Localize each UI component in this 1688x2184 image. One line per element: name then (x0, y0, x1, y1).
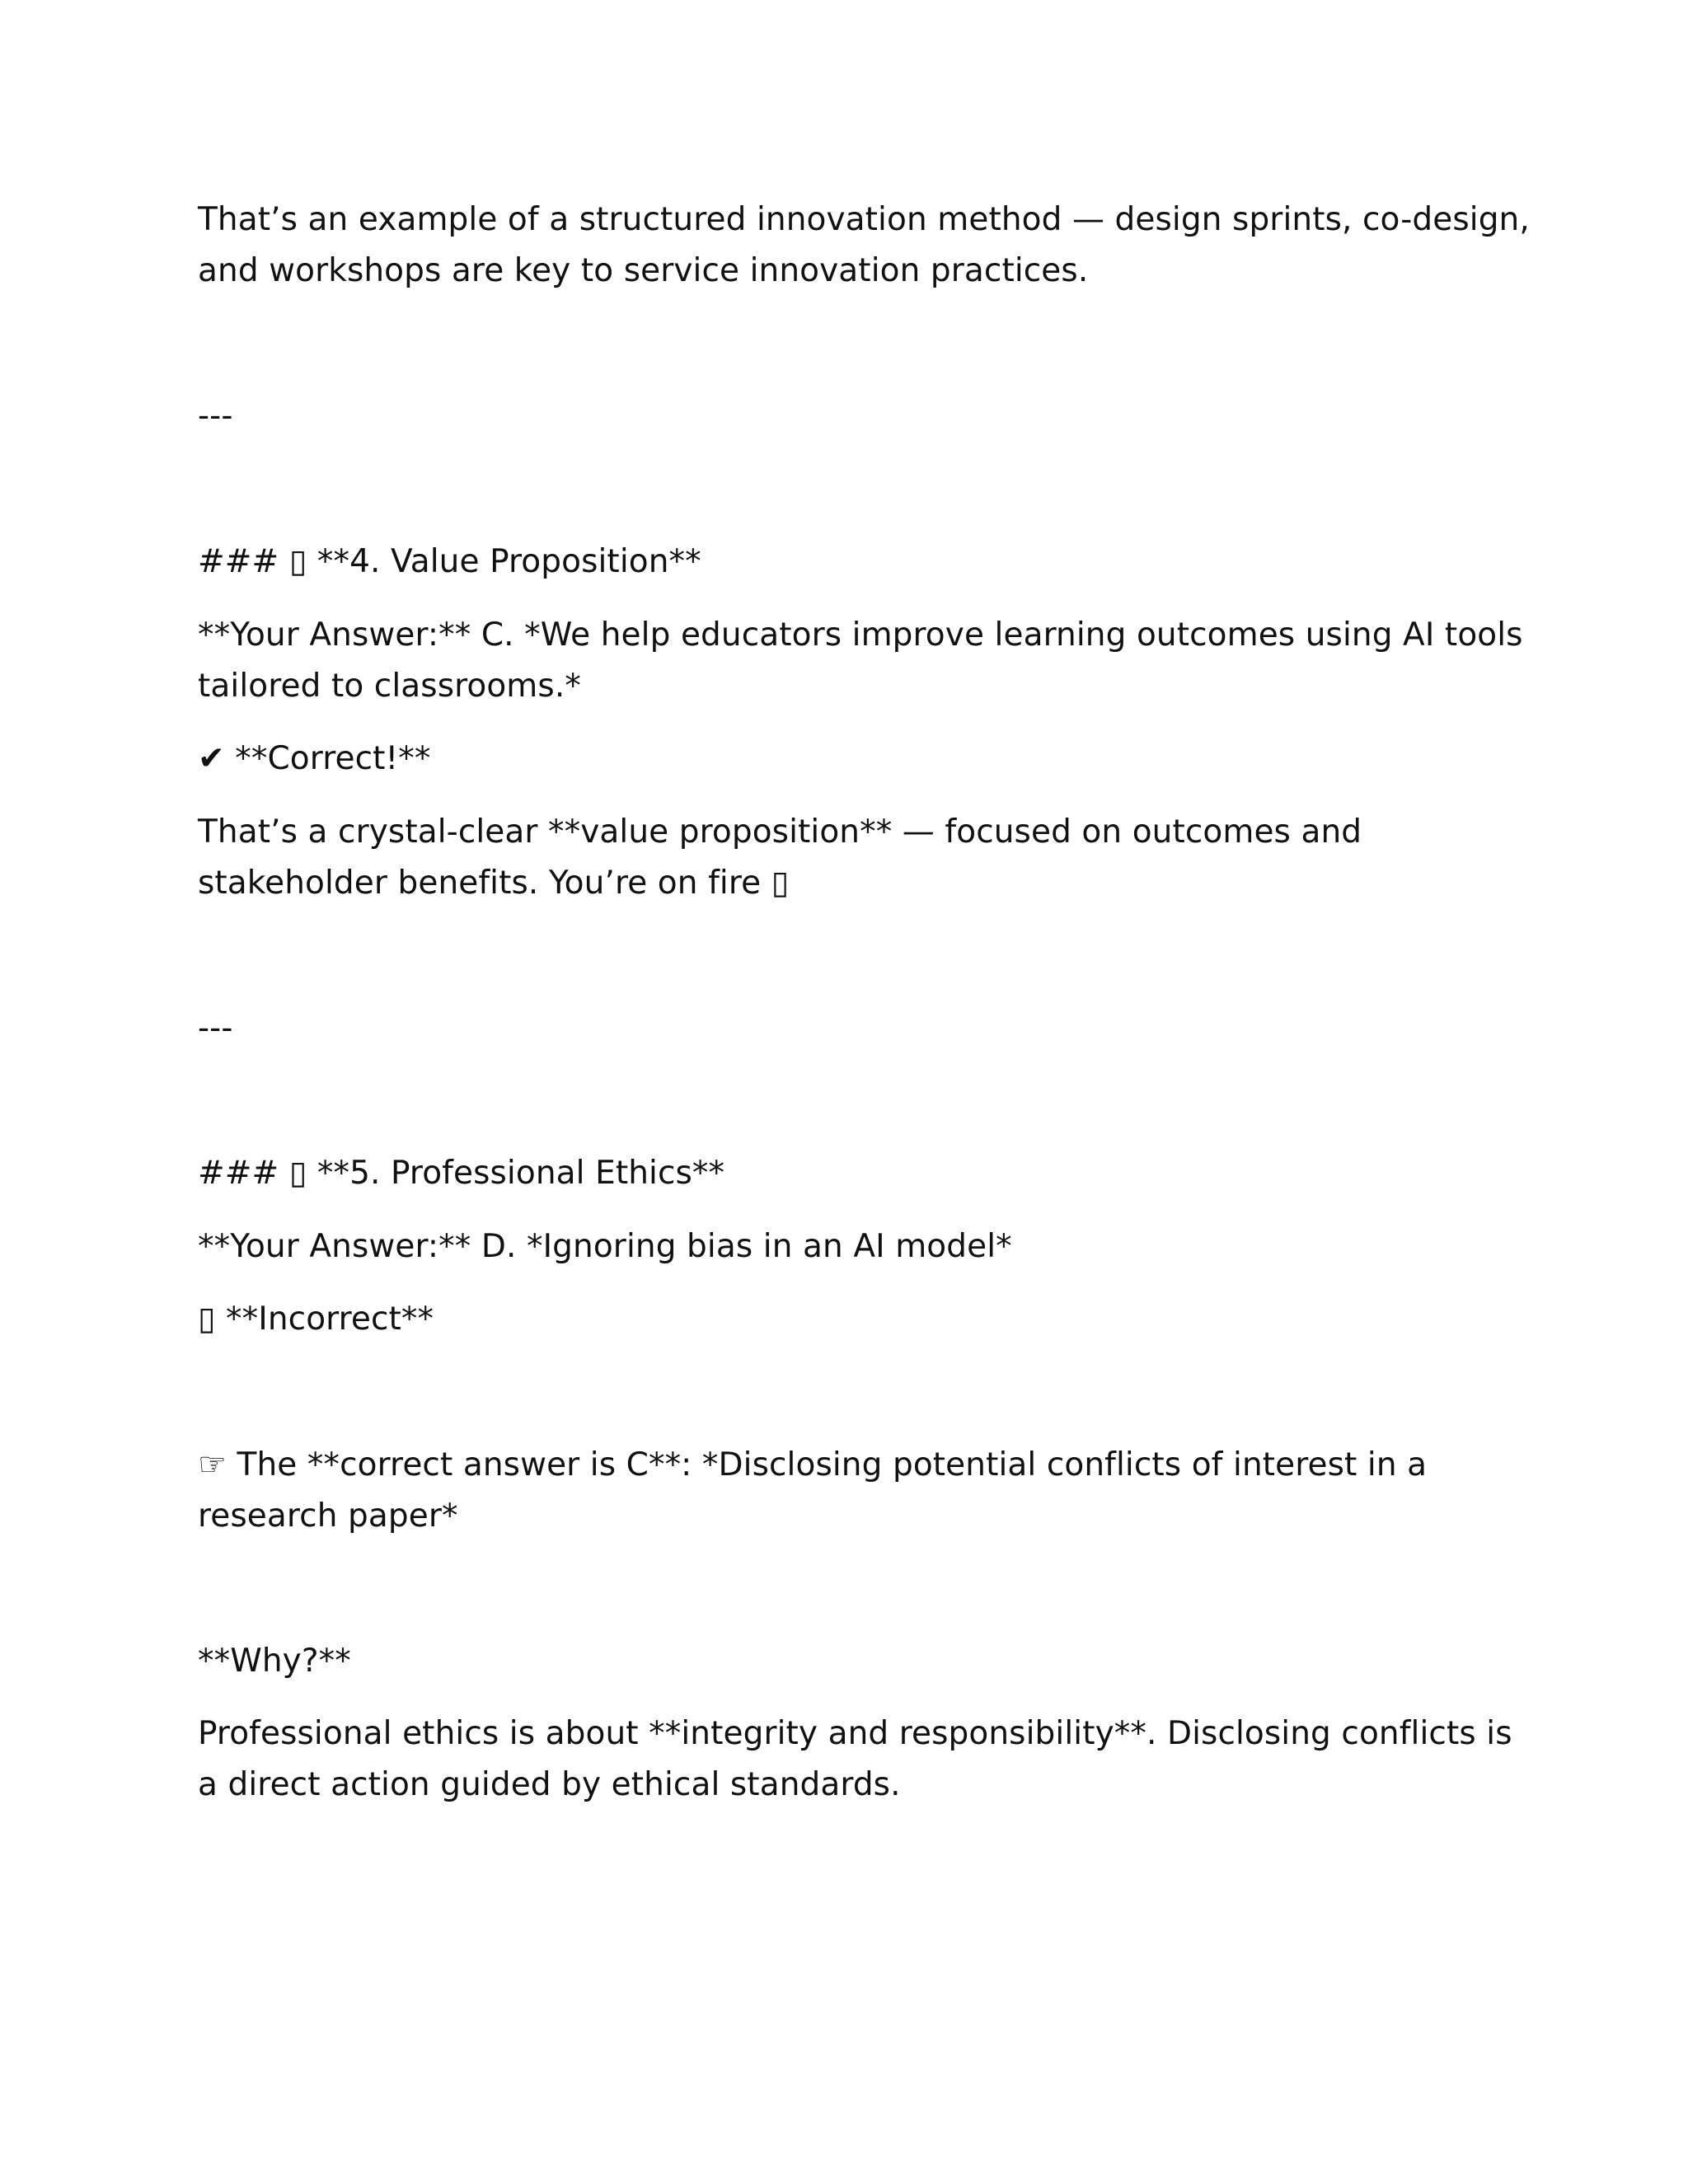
why-heading: **Why?** (198, 1643, 351, 1680)
question-5-result: ▯ **Incorrect** (198, 1301, 434, 1338)
separator-1: --- (198, 397, 233, 434)
why-explanation-line-2: a direct action guided by ethical standards. (198, 1766, 901, 1803)
question-5-correct-line-1: ☞ The **correct answer is C**: *Disclosing potential conflicts of interest in a (198, 1446, 1428, 1483)
separator-2: --- (198, 1010, 233, 1047)
question-5-answer: **Your Answer:** D. *Ignoring bias in an AI model* (198, 1228, 1012, 1265)
question-4-result: ✔ **Correct!** (198, 740, 431, 777)
question-4-explanation-line-1: That’s a crystal-clear **value proposition** — focused on outcomes and (198, 813, 1362, 851)
intro-line-2: and workshops are key to service innovation practices. (198, 252, 1089, 289)
question-4-answer-line-1: **Your Answer:** C. *We help educators improve learning outcomes using AI tools (198, 616, 1523, 654)
why-explanation-line-1: Professional ethics is about **integrity and responsibility**. Disclosing conflicts is (198, 1715, 1512, 1752)
question-4-heading: ### ▯ **4. Value Proposition** (198, 543, 701, 580)
intro-line-1: That’s an example of a structured innovation method — design sprints, co-design, (198, 201, 1530, 238)
question-4-answer-line-2: tailored to classrooms.* (198, 668, 581, 705)
question-4-explanation-line-2: stakeholder benefits. You’re on fire ▯ (198, 865, 790, 902)
question-5-correct-line-2: research paper* (198, 1497, 458, 1535)
question-5-heading: ### ▯ **5. Professional Ethics** (198, 1155, 725, 1192)
